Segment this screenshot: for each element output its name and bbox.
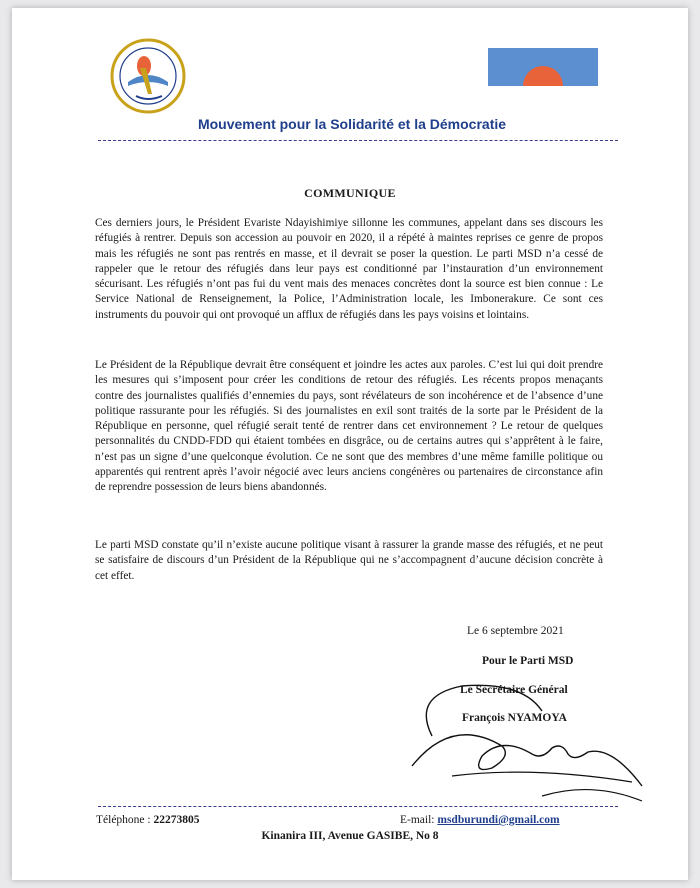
header-divider — [98, 140, 618, 141]
footer-phone — [96, 814, 199, 826]
document-heading: COMMUNIQUE — [304, 186, 396, 200]
email-link[interactable]: msdburundi@gmail.com — [437, 814, 560, 826]
paragraph-1: Ces derniers jours, le Président Evariste Ndayishimiye sillonne les communes, appelant dans ses discours les réfugiés à rentrer. Depuis son accession au pouvoir en 2020, il a répété à maintes reprises ce genre de propos mais les réfugiés ne sont pas rentrés en masse, et il devrait se poser la question. Le parti MSD n’a cessé de rappeler que le retour des réfugiés dans leur pays est conditionné par l’instauration d’un environnement sécurisant. Les réfugiés n’ont pas fui du vent mais des menaces concrètes dont la source est bien connue : Le Service National de Renseignement, la Police, l’Administration locale, les Imbonerakure. Ce sont ces instruments du pouvoir qui ont provoqué un afflux de réfugiés dans les pays voisins et lointains. — [95, 217, 603, 321]
phone-label: Téléphone : — [96, 814, 151, 826]
phone-number: 22273805 — [153, 814, 200, 826]
organization-name: Mouvement pour la Solidarité et la Démocratie — [197, 116, 507, 132]
footer-address: Kinanira III, Avenue GASIBE, No 8 — [261, 830, 439, 842]
footer-divider — [98, 806, 618, 807]
footer-email — [400, 814, 560, 826]
party-logo — [110, 38, 186, 114]
signatory-name: François NYAMOYA — [462, 712, 567, 724]
signatory-title: Le Secrétaire Général — [460, 684, 568, 696]
document-page — [12, 8, 688, 880]
handwritten-signature — [392, 676, 652, 816]
party-flag — [488, 48, 598, 103]
for-party-label: Pour le Parti MSD — [482, 655, 574, 667]
paragraph-2: Le Président de la République devrait être conséquent et joindre les actes aux paroles. C’est lui qui doit prendre les mesures qui s’imposent pour créer les conditions de retour des réfugiés. Les récents propos menaçants contre des journalistes qualifiés d’ennemies du pays, sont révélateurs de son incohérence et de l’absence d’une politique rassurante pour les réfugiés. Si des journalistes en exil sont traités de la sorte par le Président de la République en personne, quel réfugié serait tenté de rentrer dans cet environnement ? Le retour de quelques personnalités du CNDD-FDD qui étaient tombées en disgrâce, ou de certains autres qui s’apprêtent à le faire, n’est pas un signe d’une quelconque évolution. Ce ne sont que des membres d’une même famille politique ou apparentés qui rentrent après l’avoir négocié avec leurs anciens congénères ou partenaires de circonstance afin de reprendre possession de leurs biens abandonnés. — [95, 359, 603, 494]
email-label: E-mail: — [400, 814, 435, 826]
document-date: Le 6 septembre 2021 — [467, 625, 564, 637]
paragraph-3: Le parti MSD constate qu’il n’existe aucune politique visant à rassurer la grande masse des réfugiés, et ne peut se satisfaire de discours d’un Président de la République qui ne s’accompagnent d’aucune décision concrète à cet effet. — [95, 539, 603, 582]
